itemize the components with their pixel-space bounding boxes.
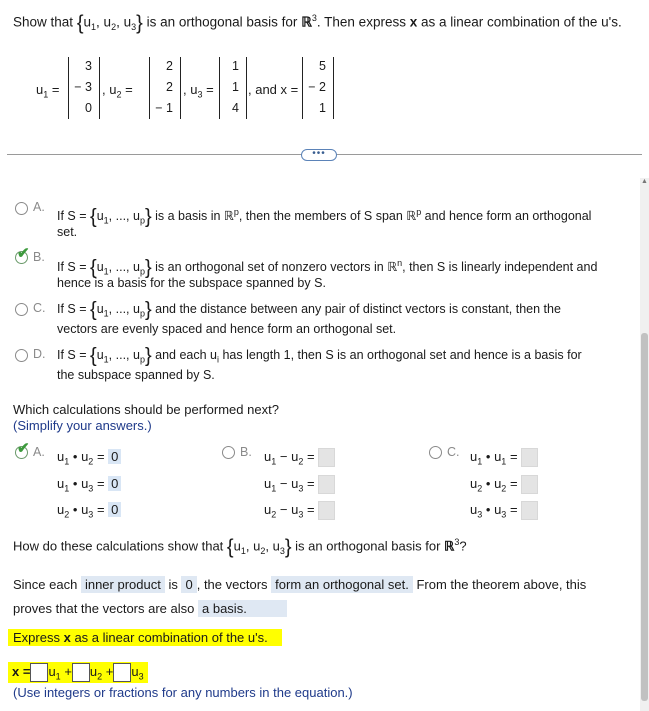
option-b-text-2: hence is a basis for the subspace spanned by S. bbox=[57, 276, 326, 290]
calc-b-rows bbox=[264, 446, 335, 526]
scrollbar-thumb[interactable] bbox=[641, 333, 648, 701]
calc-a-row-1: $u_1$ • $u_2 = 0$ bbox=[57, 446, 121, 473]
calc-b-row-1: $u_1 - u_2$ = bbox=[264, 446, 335, 473]
calc-b-letter: B. bbox=[240, 445, 252, 459]
option-c-letter: C. bbox=[33, 301, 46, 315]
answer-blank[interactable] bbox=[318, 501, 335, 520]
u2-label: , $u_2$ = bbox=[102, 82, 133, 100]
option-a-letter: A. bbox=[33, 200, 45, 214]
option-d-text-2: the subspace spanned by S. bbox=[57, 368, 215, 382]
calc-correct-check-icon: ✔ bbox=[17, 440, 30, 457]
option-a-radio[interactable] bbox=[15, 202, 28, 215]
calc-a-row-3: $u_2$ • $u_3 = 0$ bbox=[57, 499, 121, 526]
u2-matrix: 2 2 − 1 bbox=[149, 57, 181, 119]
coef-3-input[interactable] bbox=[113, 663, 131, 682]
dropdown-inner-product[interactable]: inner product bbox=[81, 576, 165, 593]
calc-a-row-2: $u_1$ • $u_3 = 0$ bbox=[57, 473, 121, 500]
calc-a-letter: A. bbox=[33, 445, 45, 459]
calc-c-row-1: $u_1$ • $u_1$ = bbox=[470, 446, 538, 473]
u3-matrix: 1 1 4 bbox=[219, 57, 247, 119]
calc-c-row-3: $u_3$ • $u_3$ = bbox=[470, 499, 538, 526]
u1-matrix: 3 − 3 0 bbox=[68, 57, 100, 119]
option-c-radio[interactable] bbox=[15, 303, 28, 316]
coef-2-input[interactable] bbox=[72, 663, 90, 682]
answer-blank[interactable] bbox=[318, 475, 335, 494]
calc-c-letter: C. bbox=[447, 445, 460, 459]
calc-b-row-2: $u_1 - u_3$ = bbox=[264, 473, 335, 500]
calc-c-rows bbox=[470, 446, 538, 526]
coef-1-input[interactable] bbox=[30, 663, 48, 682]
option-d-text[interactable]: If $S = \{u_1$, ..., $u_p$} and each $u_i$ has length 1, then S is an orthogonal set and hence is a basis for bbox=[57, 345, 582, 367]
answer-blank[interactable] bbox=[521, 501, 538, 520]
option-c-text[interactable]: If $S = \{u_1$, ..., $u_p$} and the distance between any pair of distinct vectors is constant, then the bbox=[57, 299, 561, 321]
answer-value: 0 bbox=[108, 476, 121, 491]
scroll-up-icon[interactable]: ▲ bbox=[641, 178, 648, 185]
u3-label: , $u_3$ = bbox=[183, 82, 214, 100]
option-b-letter: B. bbox=[33, 250, 45, 264]
answer-blank[interactable] bbox=[521, 475, 538, 494]
dropdown-zero[interactable]: 0 bbox=[181, 576, 196, 593]
option-a-text-2: set. bbox=[57, 225, 78, 239]
calc-question: Which calculations should be performed next? bbox=[13, 402, 279, 417]
answer-value: 0 bbox=[108, 502, 121, 517]
option-d-letter: D. bbox=[33, 347, 46, 361]
calc-b-row-3: $u_2 - u_3$ = bbox=[264, 499, 335, 526]
since-statement: Since each inner product is 0 , the vectors form an orthogonal set. From the theorem above, this proves that the vectors are also a basis. bbox=[13, 577, 587, 616]
x-matrix: 5 − 2 1 bbox=[302, 57, 334, 119]
final-hint: (Use integers or fractions for any numbers in the equation.) bbox=[13, 685, 353, 700]
express-instruction: Express x as a linear combination of the u's. bbox=[8, 629, 282, 646]
calc-c-row-2: $u_2$ • $u_2$ = bbox=[470, 473, 538, 500]
option-d-radio[interactable] bbox=[15, 349, 28, 362]
calc-b-radio[interactable] bbox=[222, 446, 235, 459]
option-b-text[interactable]: If $S = \{u_1$, ..., $u_p$} is an orthogonal set of nonzero vectors in ℝ$^n$, then S is linearly independent and bbox=[57, 257, 598, 280]
how-question: How do these calculations show that {$u_1$, $u_2$, $u_3$} is an orthogonal basis for ℝ$^3$? bbox=[13, 536, 467, 559]
dropdown-basis[interactable]: a basis. bbox=[198, 600, 287, 617]
answer-blank[interactable] bbox=[318, 448, 335, 467]
answer-blank[interactable] bbox=[521, 448, 538, 467]
calc-c-radio[interactable] bbox=[429, 446, 442, 459]
calc-hint: (Simplify your answers.) bbox=[13, 418, 152, 433]
option-c-text-2: vectors are evenly spaced and hence form an orthogonal set. bbox=[57, 322, 397, 336]
calc-a-rows bbox=[57, 446, 121, 526]
answer-value: 0 bbox=[108, 449, 121, 464]
expand-more-button[interactable]: ••• bbox=[301, 149, 337, 161]
option-a-text[interactable]: If $S = \{u_1$, ..., $u_p$} is a basis in ℝ$^p$, then the members of S span ℝ$^p$ and hence form an orthogonal bbox=[57, 206, 592, 229]
question-prompt: Show that {$u_1$, $u_2$, $u_3$} is an orthogonal basis for ℝ$^3$. Then express x as a linear combination of the u's. bbox=[13, 12, 622, 35]
u1-label: $u_1$ = bbox=[36, 82, 60, 100]
dropdown-orthogonal-set[interactable]: form an orthogonal set. bbox=[271, 576, 413, 593]
correct-check-icon: ✔ bbox=[17, 245, 30, 262]
final-equation: $x = u_1 + u_2 + u_3$ bbox=[8, 662, 148, 683]
x-label: , and x = bbox=[248, 82, 299, 97]
